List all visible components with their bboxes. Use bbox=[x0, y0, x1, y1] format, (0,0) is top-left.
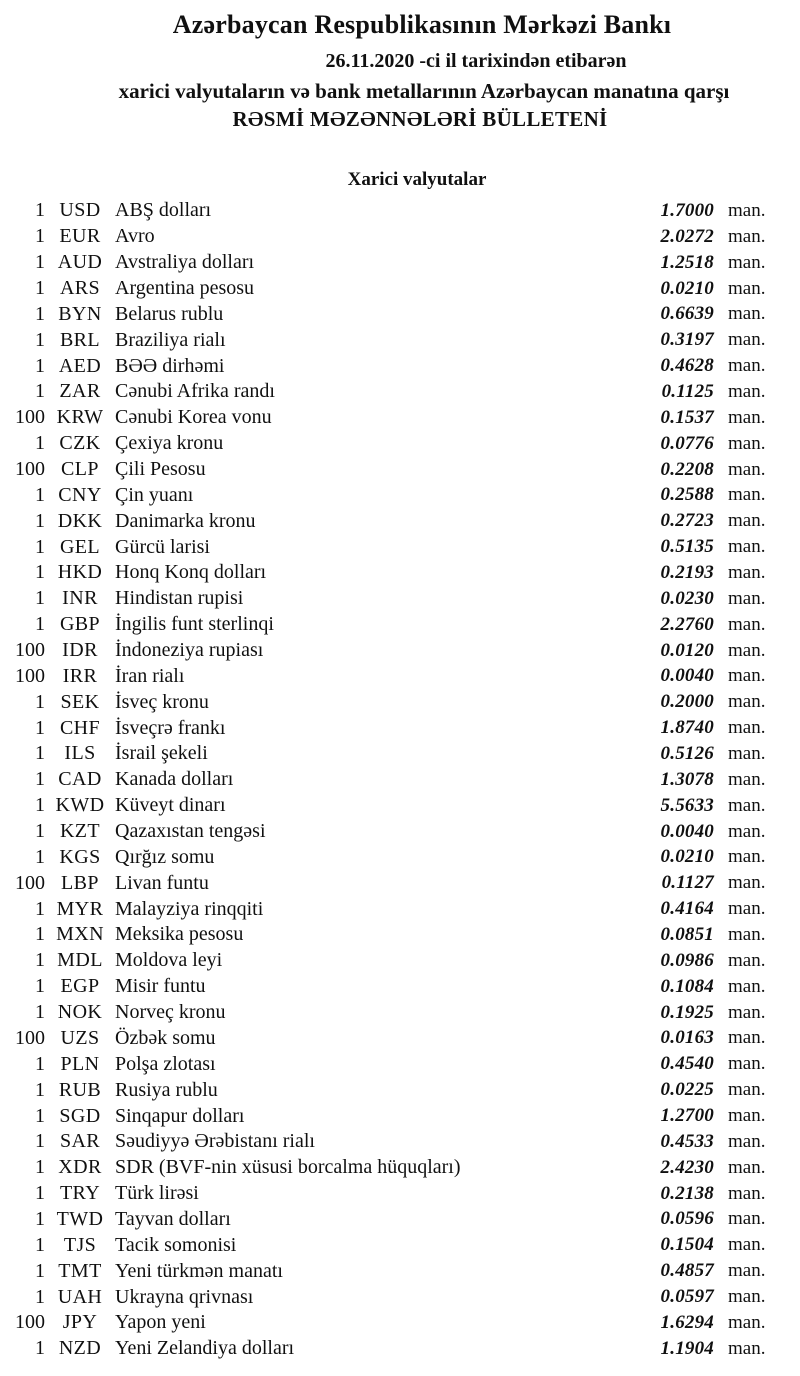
rate-value: 0.2000 bbox=[660, 691, 714, 713]
bank-name-title: Azərbaycan Respublikasının Mərkəzi Bankı bbox=[172, 10, 672, 39]
unit-label: man. bbox=[728, 1001, 766, 1023]
rate-value: 0.2208 bbox=[660, 458, 714, 480]
currency-name: İsveç kronu bbox=[115, 690, 209, 713]
rate-value: 0.0120 bbox=[660, 639, 714, 661]
quantity: 1 bbox=[35, 277, 45, 299]
currency-name: Danimarka kronu bbox=[115, 509, 256, 532]
table-row bbox=[0, 1258, 800, 1284]
table-row bbox=[0, 663, 800, 689]
quantity: 1 bbox=[35, 251, 45, 274]
table-row bbox=[0, 353, 800, 379]
currency-name: Livan funtu bbox=[115, 871, 209, 894]
unit-label: man. bbox=[728, 1130, 766, 1152]
rate-value: 0.2588 bbox=[660, 484, 714, 506]
currency-code: MYR bbox=[56, 897, 104, 920]
unit-label: man. bbox=[728, 1311, 766, 1333]
table-row bbox=[0, 844, 800, 870]
currency-name: Tayvan dolları bbox=[115, 1207, 231, 1230]
quantity: 1 bbox=[35, 509, 45, 532]
unit-label: man. bbox=[728, 1053, 766, 1075]
rate-value: 1.1904 bbox=[660, 1337, 714, 1359]
unit-label: man. bbox=[728, 432, 766, 454]
table-row bbox=[0, 1310, 800, 1336]
quantity: 1 bbox=[35, 1130, 45, 1153]
unit-label: man. bbox=[728, 1337, 766, 1359]
currency-code: GBP bbox=[59, 613, 101, 636]
currency-code: ARS bbox=[59, 277, 101, 299]
quantity: 100 bbox=[15, 871, 45, 894]
currency-name: Özbək somu bbox=[115, 1026, 216, 1049]
table-row bbox=[0, 819, 800, 845]
quantity: 1 bbox=[35, 535, 45, 558]
unit-label: man. bbox=[728, 303, 766, 325]
unit-label: man. bbox=[728, 1286, 766, 1308]
rate-value: 2.4230 bbox=[660, 1156, 714, 1178]
currency-code: TRY bbox=[59, 1182, 101, 1205]
unit-label: man. bbox=[728, 225, 766, 247]
quantity: 100 bbox=[15, 458, 45, 481]
section-title-foreign-currencies: Xarici valyutalar bbox=[347, 169, 487, 190]
currency-name: Meksika pesosu bbox=[115, 923, 244, 946]
currency-code: NZD bbox=[58, 1337, 102, 1360]
unit-label: man. bbox=[728, 872, 766, 894]
currency-code: TMT bbox=[58, 1259, 102, 1282]
unit-label: man. bbox=[728, 1156, 766, 1178]
table-row bbox=[0, 689, 800, 715]
currency-code: USD bbox=[59, 199, 101, 222]
table-row bbox=[0, 276, 800, 302]
currency-name: Qırğız somu bbox=[115, 845, 215, 868]
currency-code: BYN bbox=[58, 302, 102, 325]
table-row bbox=[0, 1336, 800, 1362]
rate-value: 0.1925 bbox=[660, 1001, 714, 1023]
unit-label: man. bbox=[728, 923, 766, 945]
unit-label: man. bbox=[728, 717, 766, 739]
unit-label: man. bbox=[728, 665, 766, 687]
currency-name: Gürcü larisi bbox=[115, 535, 210, 558]
currency-code: EUR bbox=[59, 225, 101, 248]
table-row bbox=[0, 1026, 800, 1052]
currency-name: Yapon yeni bbox=[115, 1311, 206, 1334]
currency-code: EGP bbox=[60, 975, 100, 998]
quantity: 1 bbox=[35, 1156, 45, 1179]
rate-value: 0.0163 bbox=[660, 1027, 714, 1049]
table-row bbox=[0, 560, 800, 586]
unit-label: man. bbox=[728, 1105, 766, 1126]
currency-name: İngilis funt sterlinqi bbox=[115, 613, 274, 636]
quantity: 1 bbox=[35, 1259, 45, 1282]
currency-code: INR bbox=[62, 587, 98, 610]
rate-value: 1.7000 bbox=[660, 199, 714, 221]
quantity: 100 bbox=[15, 406, 45, 429]
table-row bbox=[0, 896, 800, 922]
table-row bbox=[0, 586, 800, 612]
currency-code: HKD bbox=[57, 561, 103, 584]
currency-code: TWD bbox=[56, 1207, 104, 1230]
currency-name: Rusiya rublu bbox=[115, 1078, 218, 1101]
table-row bbox=[0, 974, 800, 1000]
rate-value: 0.2193 bbox=[660, 561, 714, 583]
currency-name: Kanada dolları bbox=[115, 768, 234, 791]
rate-value: 0.1127 bbox=[661, 872, 714, 894]
quantity: 1 bbox=[35, 199, 45, 222]
quantity: 1 bbox=[35, 716, 45, 739]
currency-code: CAD bbox=[58, 768, 102, 791]
table-row bbox=[0, 379, 800, 405]
currency-name: İsveçrə frankı bbox=[115, 716, 226, 739]
table-row bbox=[0, 612, 800, 638]
unit-label: man. bbox=[728, 380, 766, 402]
table-row bbox=[0, 922, 800, 948]
currency-code: CHF bbox=[59, 716, 101, 739]
currency-name: Tacik somonisi bbox=[115, 1233, 237, 1256]
bulletin-subtitle: xarici valyutaların və bank metallarının Azərbaycan manatına qarşı bbox=[118, 79, 730, 103]
currency-name: ABŞ dolları bbox=[115, 199, 212, 222]
unit-label: man. bbox=[728, 794, 766, 816]
rate-value: 1.2518 bbox=[660, 251, 714, 273]
rate-value: 0.0040 bbox=[660, 820, 714, 842]
table-row bbox=[0, 327, 800, 353]
currency-name: Hindistan rupisi bbox=[115, 587, 244, 610]
rate-value: 0.0851 bbox=[660, 923, 714, 945]
unit-label: man. bbox=[728, 561, 766, 583]
currency-code: TJS bbox=[63, 1233, 97, 1256]
table-row bbox=[0, 793, 800, 819]
table-row bbox=[0, 1284, 800, 1310]
unit-label: man. bbox=[728, 768, 766, 790]
unit-label: man. bbox=[728, 277, 766, 299]
currency-name: Qazaxıstan tengəsi bbox=[115, 820, 266, 843]
unit-label: man. bbox=[728, 898, 766, 920]
unit-label: man. bbox=[728, 1234, 766, 1256]
table-row bbox=[0, 1155, 800, 1181]
rate-value: 2.0272 bbox=[660, 225, 714, 247]
rate-value: 2.2760 bbox=[660, 613, 714, 635]
table-row bbox=[0, 224, 800, 250]
table-row bbox=[0, 638, 800, 664]
quantity: 1 bbox=[35, 354, 45, 377]
quantity: 1 bbox=[35, 923, 45, 946]
table-row bbox=[0, 508, 800, 534]
rate-value: 0.5135 bbox=[660, 536, 714, 558]
quantity: 1 bbox=[35, 1001, 45, 1024]
quantity: 1 bbox=[35, 1285, 45, 1308]
unit-label: man. bbox=[728, 1208, 766, 1230]
currency-code: CLP bbox=[61, 458, 99, 481]
currency-code: SGD bbox=[59, 1104, 101, 1127]
quantity: 100 bbox=[15, 664, 45, 687]
currency-code: GEL bbox=[59, 535, 101, 558]
rate-value: 0.0597 bbox=[660, 1286, 714, 1308]
quantity: 1 bbox=[35, 613, 45, 636]
currency-name: Malayziya rinqqiti bbox=[115, 897, 264, 920]
rate-value: 1.2700 bbox=[660, 1105, 714, 1126]
currency-code: RUB bbox=[58, 1078, 102, 1101]
currency-code: LBP bbox=[61, 871, 99, 894]
quantity: 1 bbox=[35, 975, 45, 998]
unit-label: man. bbox=[728, 975, 766, 997]
table-row bbox=[0, 405, 800, 431]
currency-name: Misir funtu bbox=[115, 975, 206, 998]
table-row bbox=[0, 715, 800, 741]
rate-value: 0.0210 bbox=[660, 277, 714, 299]
currency-code: UAH bbox=[57, 1285, 103, 1308]
rate-value: 0.0210 bbox=[660, 846, 714, 868]
unit-label: man. bbox=[728, 458, 766, 480]
table-row bbox=[0, 767, 800, 793]
quantity: 1 bbox=[35, 1078, 45, 1101]
currency-code: KWD bbox=[55, 794, 105, 817]
currency-name: Türk lirəsi bbox=[115, 1182, 199, 1205]
unit-label: man. bbox=[728, 587, 766, 609]
unit-label: man. bbox=[728, 1027, 766, 1049]
currency-code: SEK bbox=[60, 690, 100, 713]
currency-code: MDL bbox=[57, 949, 103, 972]
table-row bbox=[0, 1077, 800, 1103]
currency-code: KZT bbox=[59, 820, 101, 843]
rate-value: 0.2138 bbox=[660, 1182, 714, 1204]
quantity: 1 bbox=[35, 302, 45, 325]
unit-label: man. bbox=[728, 613, 766, 635]
currency-name: İndoneziya rupiası bbox=[115, 639, 264, 662]
currency-name: Ukrayna qrivnası bbox=[115, 1285, 254, 1308]
quantity: 1 bbox=[35, 328, 45, 351]
quantity: 1 bbox=[35, 1337, 45, 1360]
rate-value: 0.4533 bbox=[660, 1130, 714, 1152]
rate-value: 0.3197 bbox=[660, 329, 714, 351]
unit-label: man. bbox=[728, 484, 766, 506]
currency-name: Polşa zlotası bbox=[115, 1052, 216, 1075]
currency-name: Argentina pesosu bbox=[115, 277, 255, 299]
currency-code: KRW bbox=[56, 406, 104, 429]
currency-name: Çexiya kronu bbox=[115, 432, 224, 455]
table-row bbox=[0, 1181, 800, 1207]
currency-code: AED bbox=[58, 354, 102, 377]
currency-name: Cənubi Korea vonu bbox=[115, 406, 272, 429]
rate-value: 0.0596 bbox=[660, 1208, 714, 1230]
unit-label: man. bbox=[728, 639, 766, 661]
rate-value: 0.6639 bbox=[660, 303, 714, 325]
quantity: 100 bbox=[15, 639, 45, 662]
quantity: 1 bbox=[35, 1104, 45, 1127]
unit-label: man. bbox=[728, 742, 766, 764]
rate-value: 0.4540 bbox=[660, 1053, 714, 1075]
rate-value: 0.0225 bbox=[660, 1079, 714, 1101]
quantity: 1 bbox=[35, 561, 45, 584]
currency-name: SDR (BVF-nin xüsusi borcalma hüquqları) bbox=[115, 1156, 461, 1179]
currency-code: UZS bbox=[60, 1026, 100, 1049]
table-row bbox=[0, 457, 800, 483]
currency-name: İsrail şekeli bbox=[115, 742, 208, 765]
rate-value: 0.1125 bbox=[661, 380, 714, 402]
unit-label: man. bbox=[728, 199, 766, 221]
quantity: 1 bbox=[35, 380, 45, 403]
quantity: 1 bbox=[35, 483, 45, 506]
unit-label: man. bbox=[728, 846, 766, 868]
unit-label: man. bbox=[728, 510, 766, 532]
bulletin-title: RƏSMİ MƏZƏNNƏLƏRİ BÜLLETENİ bbox=[232, 107, 608, 131]
currency-name: Küveyt dinarı bbox=[115, 794, 226, 817]
quantity: 1 bbox=[35, 1233, 45, 1256]
currency-code: XDR bbox=[58, 1156, 102, 1179]
currency-code: PLN bbox=[60, 1052, 100, 1075]
quantity: 1 bbox=[35, 587, 45, 610]
table-row bbox=[0, 482, 800, 508]
currency-name: İran rialı bbox=[115, 664, 185, 687]
currency-code: IDR bbox=[62, 639, 98, 662]
quantity: 1 bbox=[35, 949, 45, 972]
currency-name: Belarus rublu bbox=[115, 302, 224, 325]
table-row bbox=[0, 1051, 800, 1077]
currency-name: Çili Pesosu bbox=[115, 458, 206, 481]
currency-code: NOK bbox=[57, 1001, 103, 1024]
quantity: 1 bbox=[35, 794, 45, 817]
rate-value: 0.1084 bbox=[660, 975, 714, 997]
unit-label: man. bbox=[728, 251, 766, 273]
currency-name: Yeni türkmən manatı bbox=[115, 1259, 283, 1282]
currency-code: JPY bbox=[62, 1311, 98, 1334]
rates-table-body bbox=[0, 198, 800, 1362]
table-row bbox=[0, 948, 800, 974]
unit-label: man. bbox=[728, 949, 766, 971]
rate-value: 1.3078 bbox=[660, 768, 714, 790]
rate-value: 0.1504 bbox=[660, 1234, 714, 1256]
rate-value: 0.0230 bbox=[660, 587, 714, 609]
quantity: 1 bbox=[35, 432, 45, 455]
table-row bbox=[0, 198, 800, 224]
currency-code: CNY bbox=[58, 483, 102, 506]
currency-code: KGS bbox=[59, 845, 101, 868]
currency-name: Avstraliya dolları bbox=[115, 251, 255, 274]
quantity: 1 bbox=[35, 690, 45, 713]
table-row bbox=[0, 1103, 800, 1129]
currency-code: MXN bbox=[56, 923, 104, 946]
currency-code: ILS bbox=[64, 742, 96, 765]
table-row bbox=[0, 1129, 800, 1155]
table-row bbox=[0, 1000, 800, 1026]
rate-value: 1.6294 bbox=[660, 1311, 714, 1333]
rate-value: 0.0040 bbox=[660, 665, 714, 687]
currency-code: CZK bbox=[59, 432, 101, 455]
currency-code: DKK bbox=[57, 509, 103, 532]
currency-name: Sinqapur dolları bbox=[115, 1104, 245, 1127]
rate-value: 0.4857 bbox=[660, 1260, 714, 1282]
quantity: 1 bbox=[35, 845, 45, 868]
table-row bbox=[0, 431, 800, 457]
effective-date-line: 26.11.2020 -ci il tarixindən etibarən bbox=[325, 50, 627, 72]
unit-label: man. bbox=[728, 1260, 766, 1282]
currency-name: Cənubi Afrika randı bbox=[115, 380, 275, 403]
quantity: 1 bbox=[35, 820, 45, 843]
quantity: 1 bbox=[35, 742, 45, 765]
unit-label: man. bbox=[728, 355, 766, 377]
rate-value: 5.5633 bbox=[660, 794, 714, 816]
unit-label: man. bbox=[728, 691, 766, 713]
quantity: 1 bbox=[35, 897, 45, 920]
quantity: 1 bbox=[35, 768, 45, 791]
table-row bbox=[0, 741, 800, 767]
rate-value: 0.0986 bbox=[660, 949, 714, 971]
table-row bbox=[0, 250, 800, 276]
currency-name: Çin yuanı bbox=[115, 483, 194, 506]
currency-code: BRL bbox=[59, 328, 101, 351]
rate-value: 0.2723 bbox=[660, 510, 714, 532]
currency-code: ZAR bbox=[59, 380, 101, 403]
currency-code: SAR bbox=[59, 1130, 101, 1153]
table-row bbox=[0, 534, 800, 560]
table-row bbox=[0, 301, 800, 327]
rate-value: 1.8740 bbox=[660, 717, 714, 739]
table-row bbox=[0, 1232, 800, 1258]
currency-name: Səudiyyə Ərəbistanı rialı bbox=[115, 1130, 315, 1153]
currency-name: Honq Konq dolları bbox=[115, 561, 267, 584]
currency-code: IRR bbox=[62, 664, 98, 687]
unit-label: man. bbox=[728, 329, 766, 351]
currency-name: Braziliya rialı bbox=[115, 328, 226, 351]
unit-label: man. bbox=[728, 406, 766, 428]
rate-value: 0.0776 bbox=[660, 432, 714, 454]
unit-label: man. bbox=[728, 1182, 766, 1204]
currency-name: Yeni Zelandiya dolları bbox=[115, 1337, 295, 1360]
quantity: 100 bbox=[15, 1026, 45, 1049]
rate-value: 0.5126 bbox=[660, 742, 714, 764]
rate-value: 0.1537 bbox=[660, 406, 714, 428]
table-row bbox=[0, 1207, 800, 1233]
currency-name: BƏƏ dirhəmi bbox=[115, 354, 225, 377]
currency-name: Moldova leyi bbox=[115, 949, 223, 972]
rate-value: 0.4164 bbox=[660, 898, 714, 920]
currency-code: AUD bbox=[57, 251, 103, 274]
quantity: 1 bbox=[35, 1052, 45, 1075]
rate-value: 0.4628 bbox=[660, 355, 714, 377]
quantity: 1 bbox=[35, 225, 45, 248]
unit-label: man. bbox=[728, 1079, 766, 1101]
quantity: 1 bbox=[35, 1182, 45, 1205]
unit-label: man. bbox=[728, 536, 766, 558]
quantity: 1 bbox=[35, 1207, 45, 1230]
table-row bbox=[0, 870, 800, 896]
currency-name: Norveç kronu bbox=[115, 1001, 226, 1024]
currency-name: Avro bbox=[115, 225, 155, 248]
quantity: 100 bbox=[15, 1311, 45, 1334]
unit-label: man. bbox=[728, 820, 766, 842]
